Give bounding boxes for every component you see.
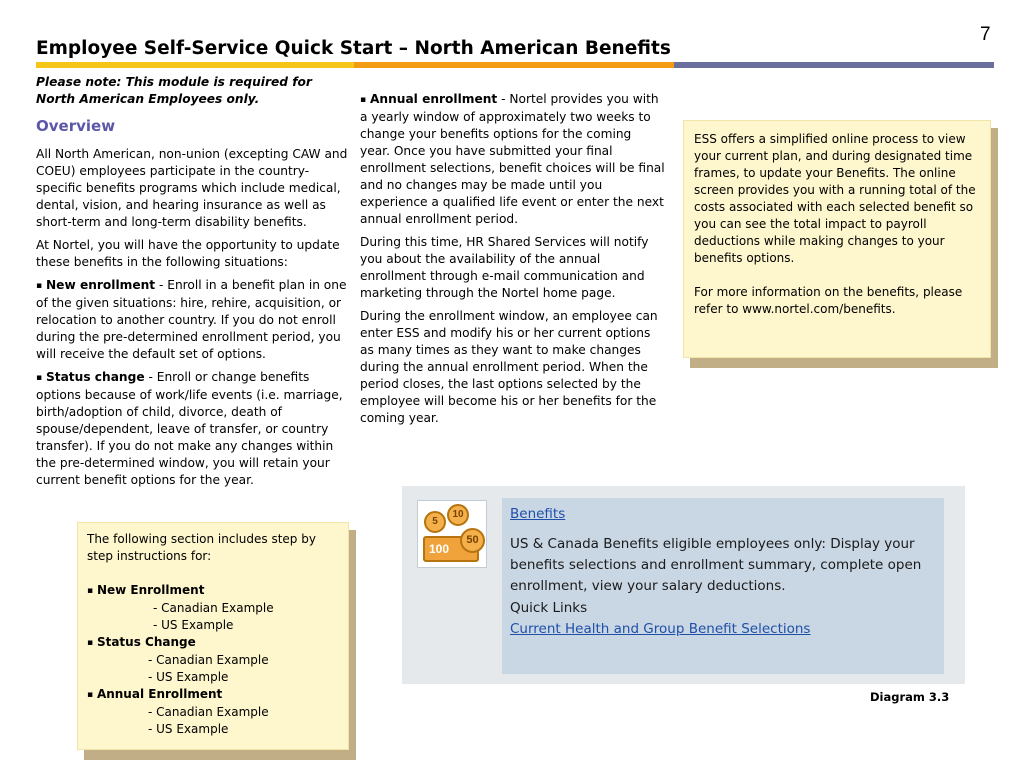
situations-paragraph: At Nortel, you will have the opportunity to update these benefits in the following situations: xyxy=(36,238,340,269)
status-change-term: Status change xyxy=(45,370,145,384)
section-item: - US Example xyxy=(148,670,229,684)
benefits-coins-icon xyxy=(417,500,487,568)
section-item: - US Example xyxy=(148,722,229,736)
current-selections-link[interactable]: Current Health and Group Benefit Selections xyxy=(510,621,811,637)
intro-paragraph: All North American, non-union (excepting CAW and COEU) employees participate in the country-specific benefits programs which include medical, dental, vision, and hearing insurance as well as short-term and long-term disability benefits. xyxy=(36,147,348,229)
page-title: Employee Self-Service Quick Start – North American Benefits xyxy=(36,38,671,59)
instructions-section xyxy=(87,686,339,738)
bullet-icon: ▪ xyxy=(87,638,94,648)
section-item: - Canadian Example xyxy=(148,705,269,719)
status-change-text: - Enroll or change benefits options because of work/life events (i.e. marriage, birth/adoption of child, divorce, death of spouse/dependent, leave of transfer, or country transfer). If you do not make any changes within the pre-determined window, you will retain your current benefit options for the year. xyxy=(36,370,343,487)
section-item: - US Example xyxy=(153,618,234,632)
annual-enrollment-term: Annual enrollment xyxy=(369,92,498,106)
benefits-description: US & Canada Benefits eligible employees only: Display your benefits selections and enrollment summary, complete open enrollment, view your salary deductions. xyxy=(510,536,922,594)
title-rule-yellow xyxy=(36,62,354,68)
bullet-icon: ▪ xyxy=(36,373,43,383)
instructions-intro: The following section includes step by step instructions for: xyxy=(87,532,316,563)
diagram-caption: Diagram 3.3 xyxy=(870,690,950,704)
ess-info-note xyxy=(683,120,991,358)
section-title: ▪ Status Change xyxy=(87,635,196,649)
middle-column xyxy=(360,91,665,433)
new-enrollment-text: - Enroll in a benefit plan in one of the given situations: hire, rehire, acquisition, or relocation to another country. If you do not enroll during the pre-determined enrollment period, you will receive the default set of options. xyxy=(36,278,347,361)
title-rule-orange xyxy=(354,62,674,68)
title-rule-purple xyxy=(674,62,994,68)
instructions-section xyxy=(87,634,339,686)
section-title: ▪ New Enrollment xyxy=(87,583,205,597)
instructions-note xyxy=(77,522,349,750)
coin-icon: 10 xyxy=(447,504,469,526)
benefits-screenshot-diagram xyxy=(402,486,965,684)
hr-notification-paragraph: During this time, HR Shared Services will notify you about the availability of the annual enrollment through e-mail communication and marketing through the Nortel home page. xyxy=(360,235,649,300)
section-item: - Canadian Example xyxy=(153,601,274,615)
enrollment-window-paragraph: During the enrollment window, an employee can enter ESS and modify his or her current options as many times as they want to make changes during the annual enrollment period. When the period closes, the last options selected by the employee will become his or her benefits for the coming year. xyxy=(360,309,658,425)
instructions-section xyxy=(87,582,339,634)
section-item: - Canadian Example xyxy=(148,653,269,667)
bullet-icon: ▪ xyxy=(36,281,43,291)
status-change-item xyxy=(36,369,348,489)
ess-info-paragraph: ESS offers a simplified online process to view your current plan, and during designated time frames, to update your Benefits. The online screen provides you with a running total of the costs associated with each selected benefit so you can see the total impact to payroll deductions while making changes to your benefits options. xyxy=(694,132,976,265)
annual-enrollment-text: - Nortel provides you with a yearly window of approximately two weeks to change your benefits options for the coming year. Once you have submitted your final enrollment selections, benefit choices will be final and no changes may be made until you experience a qualified life event or enter the next annual enrollment period. xyxy=(360,92,665,226)
overview-heading: Overview xyxy=(36,117,116,135)
bullet-icon: ▪ xyxy=(87,586,94,596)
module-requirement-note: Please note: This module is required for North American Employees only. xyxy=(36,75,312,106)
bullet-icon: ▪ xyxy=(87,690,94,700)
quick-links-label: Quick Links xyxy=(510,600,588,616)
left-column xyxy=(36,146,348,495)
more-info-paragraph: For more information on the benefits, please refer to www.nortel.com/benefits. xyxy=(694,285,963,316)
new-enrollment-item xyxy=(36,277,348,363)
benefits-panel xyxy=(502,498,944,674)
coin-icon: 50 xyxy=(460,528,485,553)
annual-enrollment-item xyxy=(360,91,665,228)
bullet-icon: ▪ xyxy=(360,95,367,105)
page-number: 7 xyxy=(980,24,991,45)
benefits-link[interactable]: Benefits xyxy=(510,506,566,522)
new-enrollment-term: New enrollment xyxy=(45,278,156,292)
banknote-icon: 100 xyxy=(423,536,479,562)
coin-icon: 5 xyxy=(424,511,446,533)
section-title: ▪ Annual Enrollment xyxy=(87,687,223,701)
